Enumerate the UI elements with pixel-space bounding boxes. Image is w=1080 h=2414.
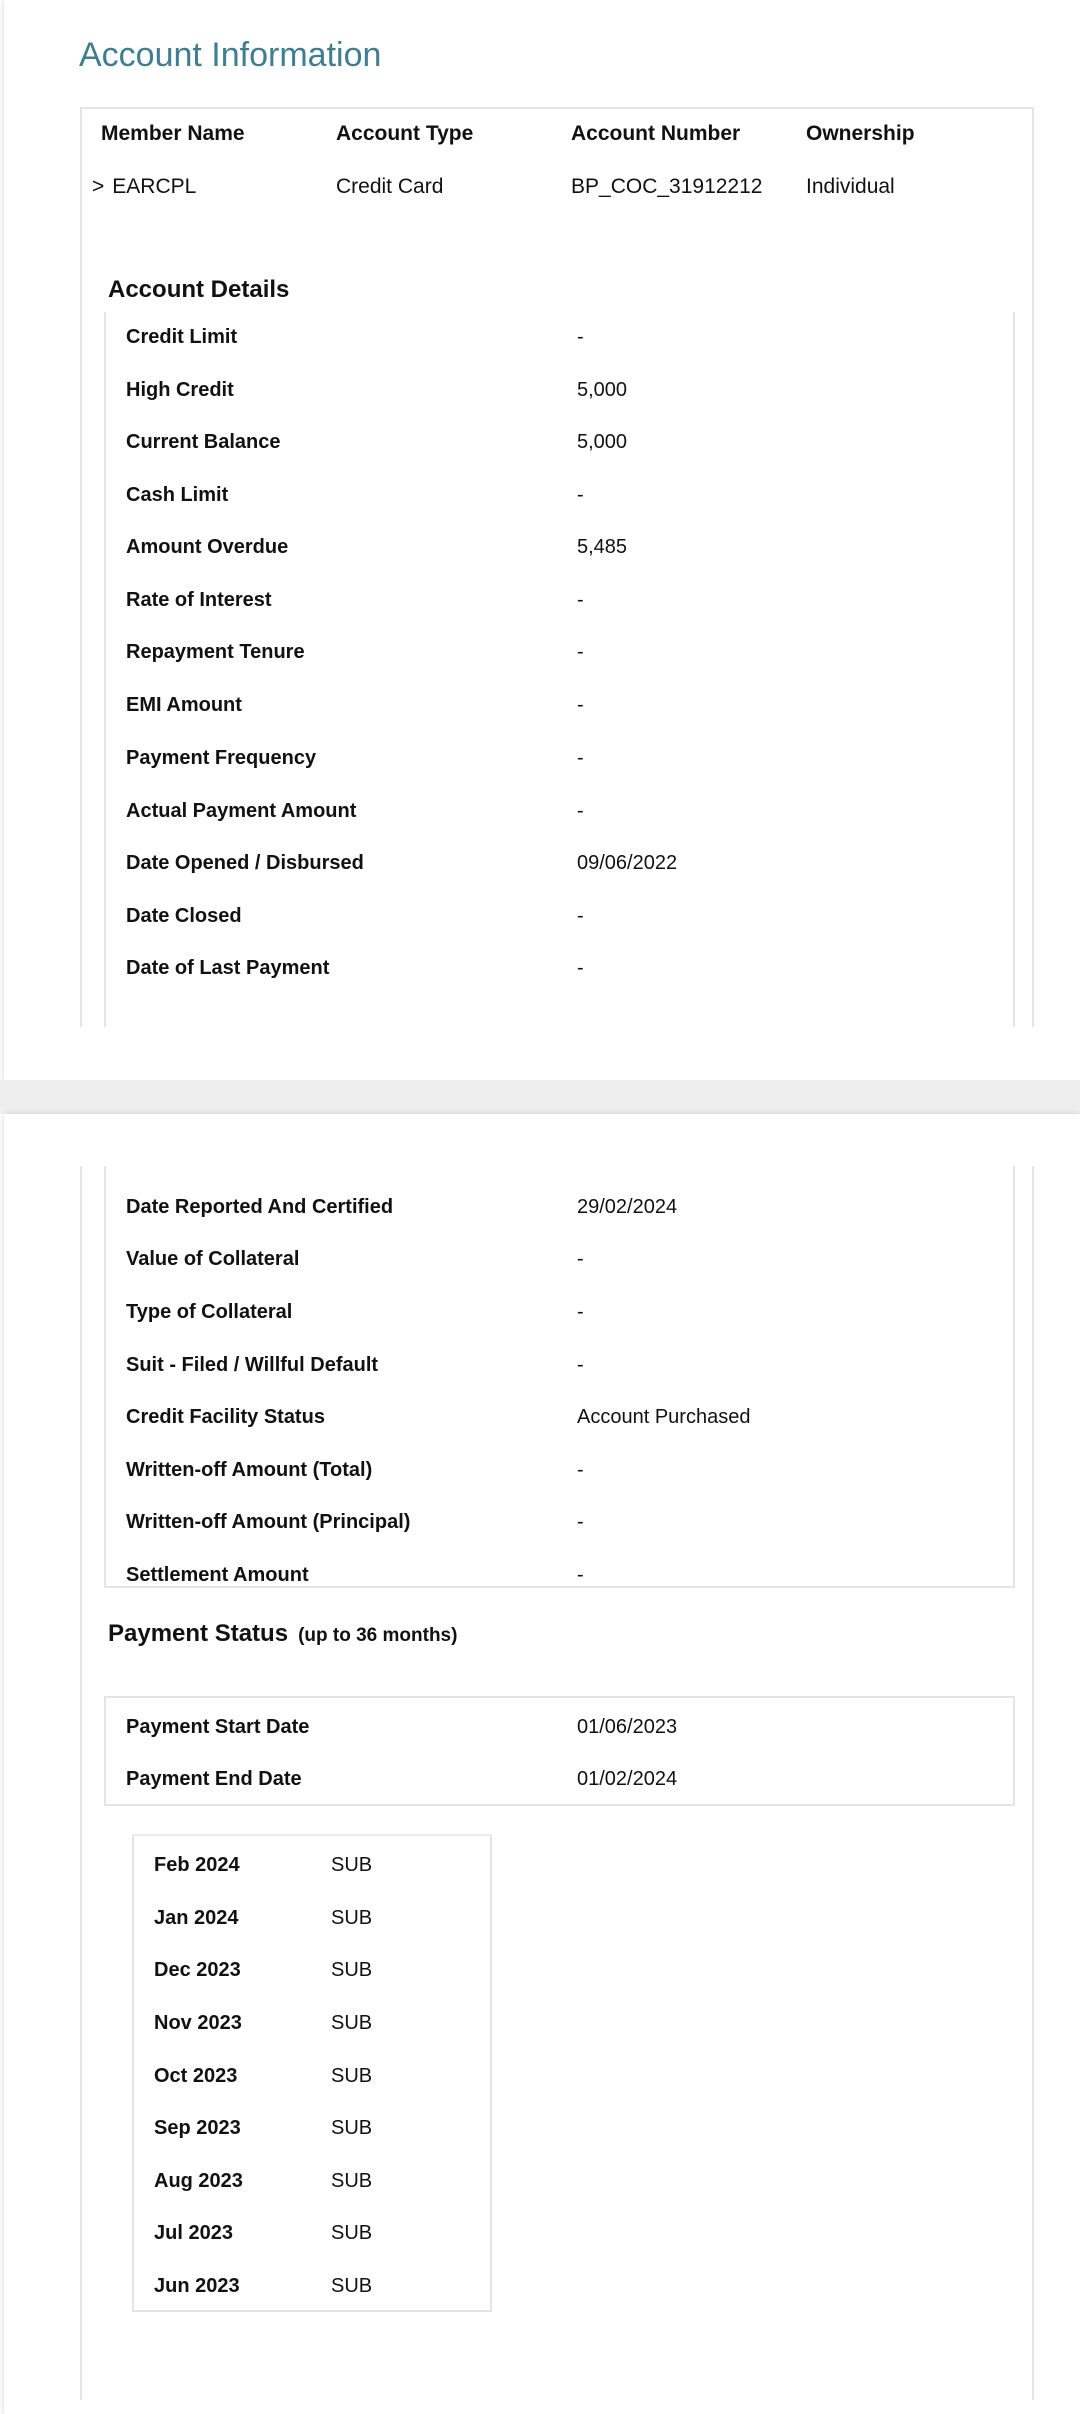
month-label: Jul 2023 (154, 2221, 233, 2244)
detail-row (126, 1507, 1006, 1537)
member-table-header (101, 122, 1041, 146)
payment-history-row (154, 2166, 474, 2196)
detail-value: 29/02/2024 (577, 1195, 678, 1218)
detail-label: Credit Facility Status (126, 1405, 325, 1428)
detail-label: Date Opened / Disbursed (126, 851, 364, 874)
member-table-row[interactable] (92, 175, 1041, 199)
month-status: SUB (331, 1906, 373, 1929)
detail-label: Amount Overdue (126, 535, 289, 558)
detail-value: - (577, 799, 584, 822)
payment-history-row (154, 2271, 474, 2301)
expand-arrow-icon[interactable]: > (92, 175, 105, 198)
detail-row (126, 375, 1006, 405)
detail-value: 5,000 (577, 378, 628, 401)
detail-value: 5,000 (577, 430, 628, 453)
detail-row (126, 690, 1006, 720)
payment-date-value: 01/02/2024 (577, 1767, 678, 1790)
payment-history-row (154, 1955, 474, 1985)
detail-value: - (577, 1353, 584, 1376)
detail-label: Date Closed (126, 904, 242, 927)
account-details-title: Account Details (108, 276, 290, 303)
detail-value: - (577, 325, 584, 348)
payment-date-row (126, 1764, 1006, 1794)
detail-label: Cash Limit (126, 483, 229, 506)
account-details-box-continued (104, 1166, 1015, 1588)
detail-label: Date of Last Payment (126, 956, 330, 979)
detail-label: Actual Payment Amount (126, 799, 357, 822)
detail-row (126, 848, 1006, 878)
payment-history-row (154, 2218, 474, 2248)
detail-value: - (577, 588, 584, 611)
account-number: BP_COC_31912212 (571, 175, 763, 198)
detail-label: Rate of Interest (126, 588, 272, 611)
member-name-cell (92, 175, 336, 199)
detail-label: Credit Limit (126, 325, 238, 348)
detail-row (126, 1192, 1006, 1222)
detail-value: - (577, 1247, 584, 1270)
month-status: SUB (331, 1958, 373, 1981)
payment-date-label: Payment End Date (126, 1767, 302, 1790)
detail-row (126, 953, 1006, 983)
detail-row (126, 743, 1006, 773)
payment-history-row (154, 1903, 474, 1933)
detail-value: - (577, 1458, 584, 1481)
detail-value: - (577, 693, 584, 716)
month-status: SUB (331, 2169, 373, 2192)
detail-row (126, 1455, 1006, 1485)
detail-label: High Credit (126, 378, 234, 401)
payment-history-row (154, 2008, 474, 2038)
month-label: Nov 2023 (154, 2011, 242, 2034)
detail-label: Written-off Amount (Total) (126, 1458, 373, 1481)
detail-row (126, 585, 1006, 615)
header-ownership: Ownership (806, 122, 915, 145)
detail-value: Account Purchased (577, 1405, 751, 1428)
detail-row (126, 480, 1006, 510)
detail-value: - (577, 1563, 584, 1586)
month-label: Sep 2023 (154, 2116, 241, 2139)
month-status: SUB (331, 2274, 373, 2297)
detail-value: - (577, 956, 584, 979)
detail-value: - (577, 904, 584, 927)
detail-label: EMI Amount (126, 693, 242, 716)
detail-row (126, 1350, 1006, 1380)
month-status: SUB (331, 2011, 373, 2034)
detail-label: Current Balance (126, 430, 281, 453)
detail-row (126, 637, 1006, 667)
payment-date-value: 01/06/2023 (577, 1715, 678, 1738)
detail-value: 09/06/2022 (577, 851, 678, 874)
month-label: Oct 2023 (154, 2064, 238, 2087)
detail-value: - (577, 746, 584, 769)
header-account-number: Account Number (571, 122, 741, 145)
payment-history-row (154, 1850, 474, 1880)
page-separator (0, 1080, 1080, 1114)
payment-status-heading: Payment Status (108, 1620, 289, 1647)
header-account-type: Account Type (336, 122, 474, 145)
detail-label: Payment Frequency (126, 746, 317, 769)
detail-row (126, 901, 1006, 931)
detail-value: - (577, 640, 584, 663)
detail-row (126, 532, 1006, 562)
detail-label: Settlement Amount (126, 1563, 309, 1586)
month-label: Jun 2023 (154, 2274, 240, 2297)
month-label: Dec 2023 (154, 1958, 241, 1981)
detail-value: - (577, 1510, 584, 1533)
month-status: SUB (331, 2116, 373, 2139)
detail-value: - (577, 483, 584, 506)
account-details-box (104, 312, 1015, 1027)
detail-row (126, 1297, 1006, 1327)
detail-row (126, 1244, 1006, 1274)
payment-history-row (154, 2113, 474, 2143)
month-status: SUB (331, 2221, 373, 2244)
detail-value: - (577, 1300, 584, 1323)
payment-status-title (108, 1620, 457, 1648)
month-status: SUB (331, 2064, 373, 2087)
detail-value: 5,485 (577, 535, 628, 558)
detail-row (126, 796, 1006, 826)
detail-row (126, 322, 1006, 352)
header-member-name: Member Name (101, 122, 245, 145)
payment-date-label: Payment Start Date (126, 1715, 310, 1738)
member-name: EARCPL (112, 175, 197, 198)
month-label: Jan 2024 (154, 1906, 239, 1929)
detail-row (126, 427, 1006, 457)
detail-label: Written-off Amount (Principal) (126, 1510, 411, 1533)
page-title: Account Information (79, 36, 382, 74)
payment-dates-box (104, 1696, 1015, 1806)
account-type: Credit Card (336, 175, 444, 198)
detail-label: Date Reported And Certified (126, 1195, 394, 1218)
month-label: Aug 2023 (154, 2169, 243, 2192)
detail-label: Repayment Tenure (126, 640, 305, 663)
detail-row (126, 1560, 1006, 1590)
month-status: SUB (331, 1853, 373, 1876)
detail-label: Value of Collateral (126, 1247, 300, 1270)
payment-history-row (154, 2061, 474, 2091)
month-label: Feb 2024 (154, 1853, 240, 1876)
ownership: Individual (806, 175, 895, 198)
detail-label: Suit - Filed / Willful Default (126, 1353, 379, 1376)
payment-status-subtitle: (up to 36 months) (298, 1625, 458, 1646)
detail-label: Type of Collateral (126, 1300, 293, 1323)
payment-history-table (132, 1834, 492, 2312)
payment-date-row (126, 1712, 1006, 1742)
detail-row (126, 1402, 1006, 1432)
